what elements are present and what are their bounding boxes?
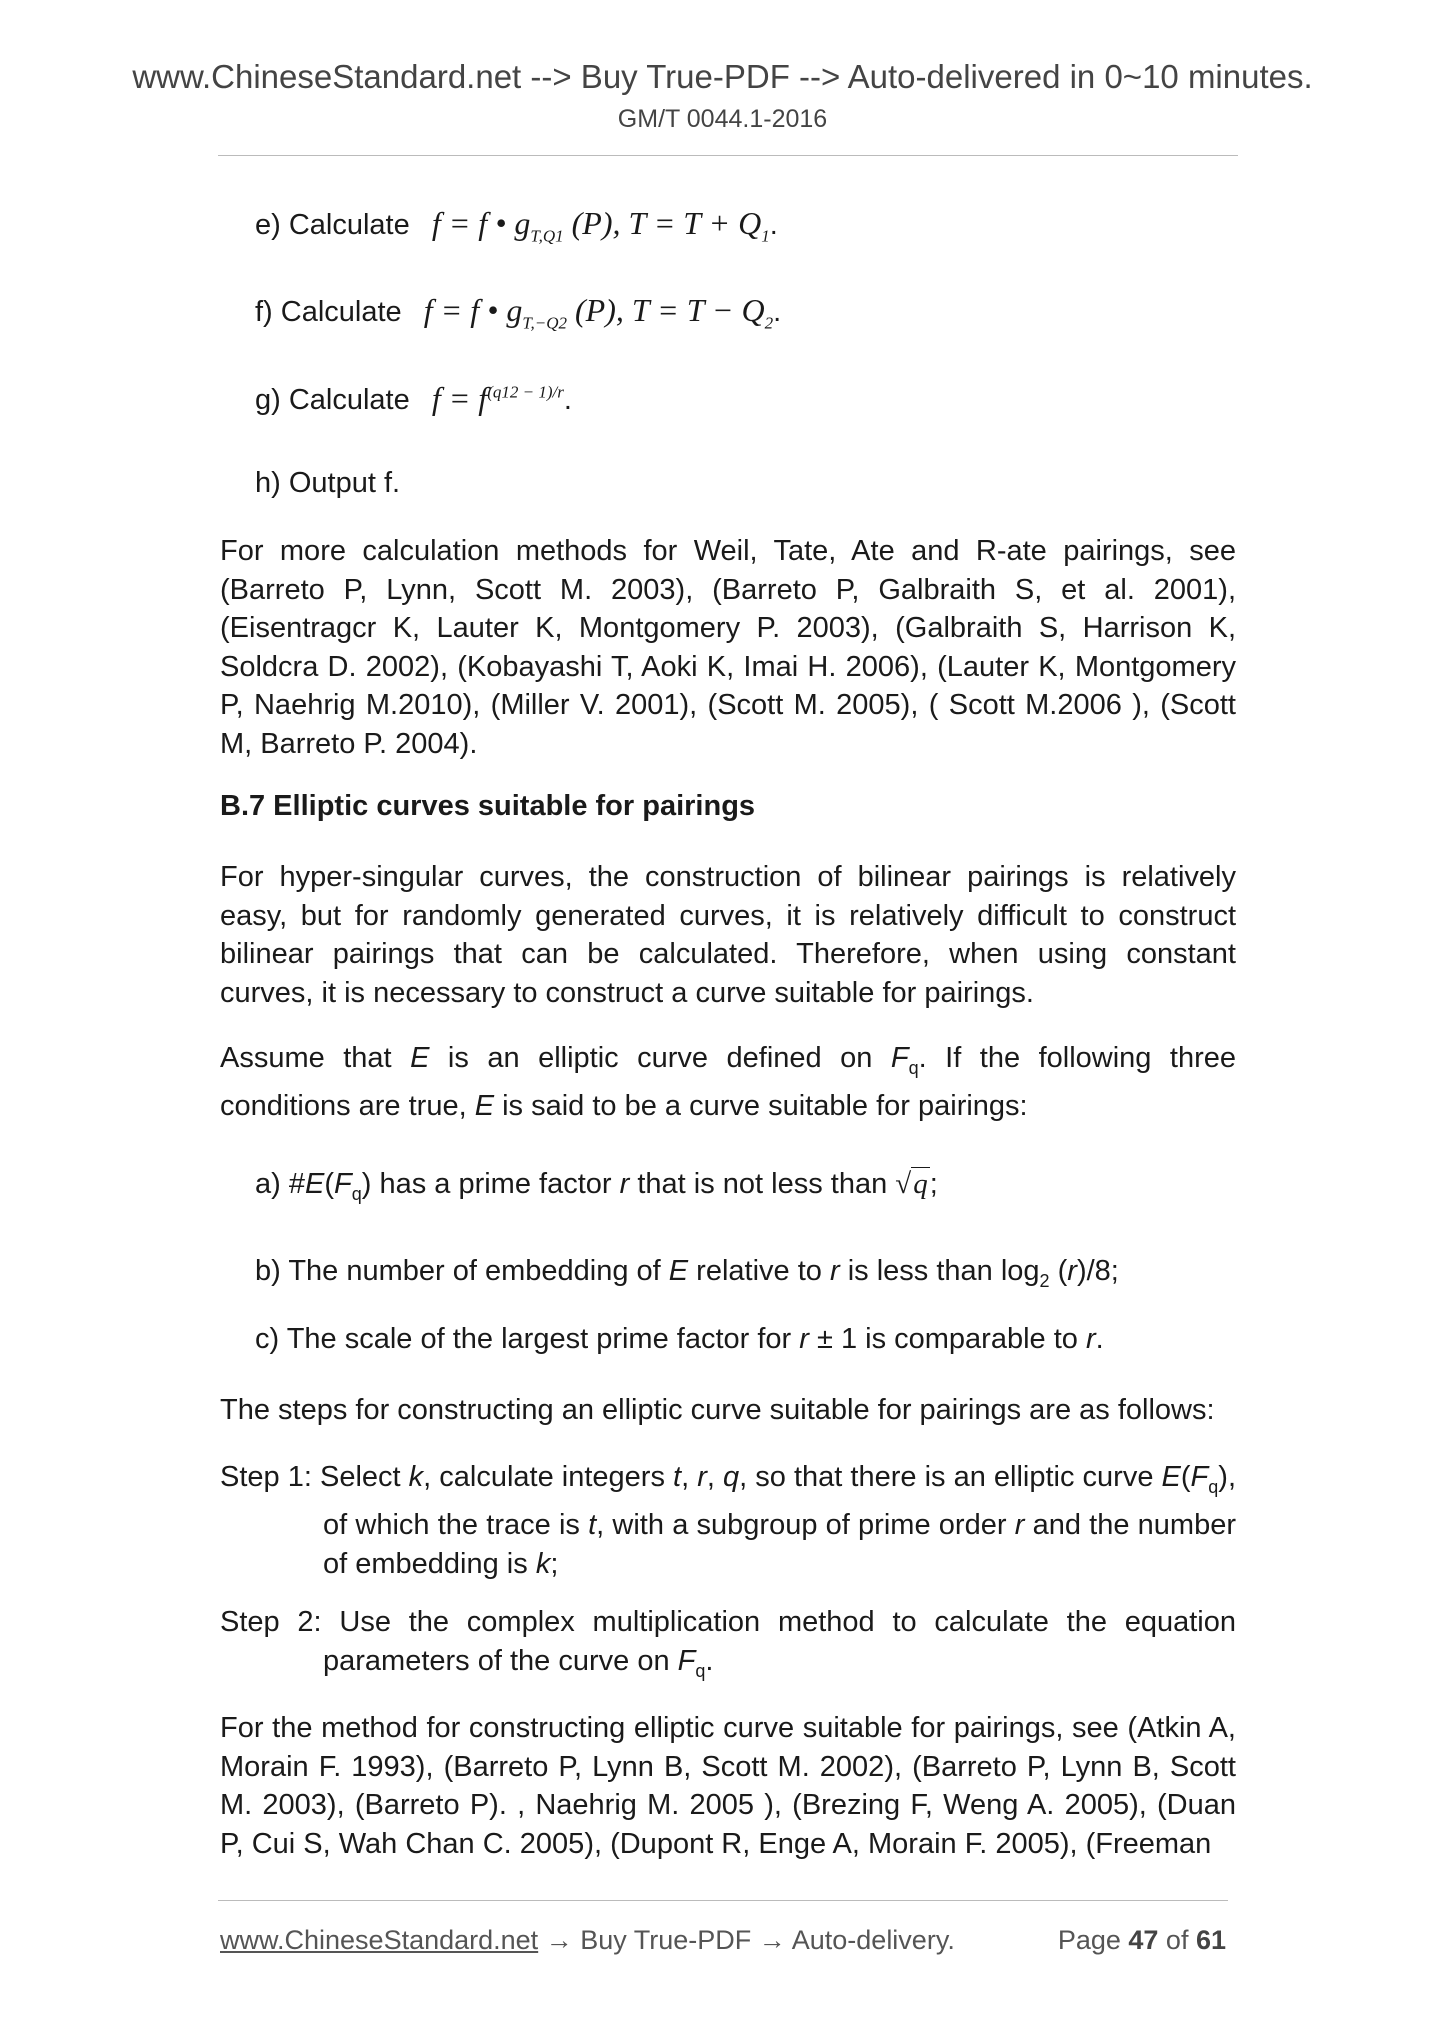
step-f-label: f) Calculate: [255, 296, 402, 328]
page-indicator: Page 47 of 61: [1057, 1925, 1226, 1955]
paragraph-assume: Assume that E is an elliptic curve defined on $F_q$. If the following three conditions are true, E is said to be a curve suitable for pairings:: [220, 1042, 1236, 1123]
step-e-label: e) Calculate: [255, 209, 410, 241]
section-heading-b7: B.7 Elliptic curves suitable for pairings: [220, 790, 756, 822]
footer-text: → Buy True-PDF → Auto-delivery.: [538, 1925, 955, 1955]
header-divider: [218, 155, 1238, 156]
step-f-formula: f = f • $g_{T,-Q2}$ (P), $T = T - Q_2$: [423, 292, 774, 333]
construction-step-2: Step 2: Use the complex multiplication method to calculate the equation parameters of the curve on $F_q$.: [220, 1606, 1236, 1681]
construction-step-1: Step 1: Select k, calculate integers t, r, q, so that there is an elliptic curve $E(F_q)$, of which the trace is t, with a subgroup of prime order r and the number of embedding is k;: [220, 1461, 1237, 1580]
sqrt-symbol: √q: [895, 1168, 928, 1200]
paragraph-pairing-methods: For more calculation methods for Weil, Tate, Ate and R-ate pairings, see (Barreto P, Lynn, Scott M. 2003), (Barreto P, Galbraith S, et al. 2001), (Eisentragcr K, Lauter K, Montgomery P. 2003), (Galbraith S, Harrison K, Soldcra D. 2002), (Kobayashi T, Aoki K, Imai H. 2006), (Lauter K, Montgomery P, Naehrig M.2010), (Miller V. 2001), (Scott M. 2005), ( Scott M.2006 ), (Scott M, Barreto P. 2004).: [220, 535, 1236, 760]
header-title: www.ChineseStandard.net --> Buy True-PDF --> Auto-delivered in 0~10 minutes.: [132, 58, 1313, 95]
step-g-label: g) Calculate: [255, 384, 410, 416]
step-g: g) Calculate $f = f^{(q12 - 1)/r}$.: [255, 380, 572, 416]
footer-link[interactable]: www.ChineseStandard.net: [220, 1925, 539, 1955]
page-total: 61: [1195, 1925, 1226, 1955]
footer-divider: [218, 1900, 1228, 1901]
paragraph-hyper-singular: For hyper-singular curves, the construction of bilinear pairings is relatively easy, but for randomly generated curves, it is relatively difficult to construct bilinear pairings that can be calculated. Therefore, when using constant curves, it is necessary to construct a curve suitable for pairings.: [220, 861, 1236, 1009]
step-e: e) Calculate f = f • $g_{T,Q1}$ (P), $T = T + Q_1$.: [255, 205, 778, 246]
paragraph-construction-methods: For the method for constructing elliptic curve suitable for pairings, see (Atkin A, Morain F. 1993), (Barreto P, Lynn B, Scott M. 2002), (Barreto P, Lynn B, Scott M. 2003), (Barreto P). , Naehrig M. 2005 ), (Brezing F, Weng A. 2005), (Duan P, Cui S, Wah Chan C. 2005), (Dupont R, Enge A, Morain F. 2005), (Freeman: [220, 1712, 1236, 1860]
footer: [220, 1925, 1236, 1956]
page-number: 47: [1128, 1925, 1159, 1955]
condition-a: a) $\#E(F_q)$ has a prime factor r that is not less than √q;: [255, 1168, 938, 1204]
step-e-formula: f = f • $g_{T,Q1}$ (P), $T = T + Q_1$: [431, 205, 770, 246]
standard-code: GM/T 0044.1-2016: [617, 105, 828, 133]
step-g-formula: $f = f^{(q12 - 1)/r}$: [431, 380, 564, 416]
condition-c: c) The scale of the largest prime factor for r ± 1 is comparable to r.: [255, 1323, 1104, 1355]
step-f: f) Calculate f = f • $g_{T,-Q2}$ (P), $T = T - Q_2$.: [255, 292, 782, 333]
condition-b: b) The number of embedding of E relative to r is less than $\log_2 (r)/8$;: [255, 1255, 1119, 1291]
step-h: h) Output f.: [255, 467, 401, 499]
paragraph-steps-intro: The steps for constructing an elliptic curve suitable for pairings are as follows:: [220, 1394, 1215, 1426]
